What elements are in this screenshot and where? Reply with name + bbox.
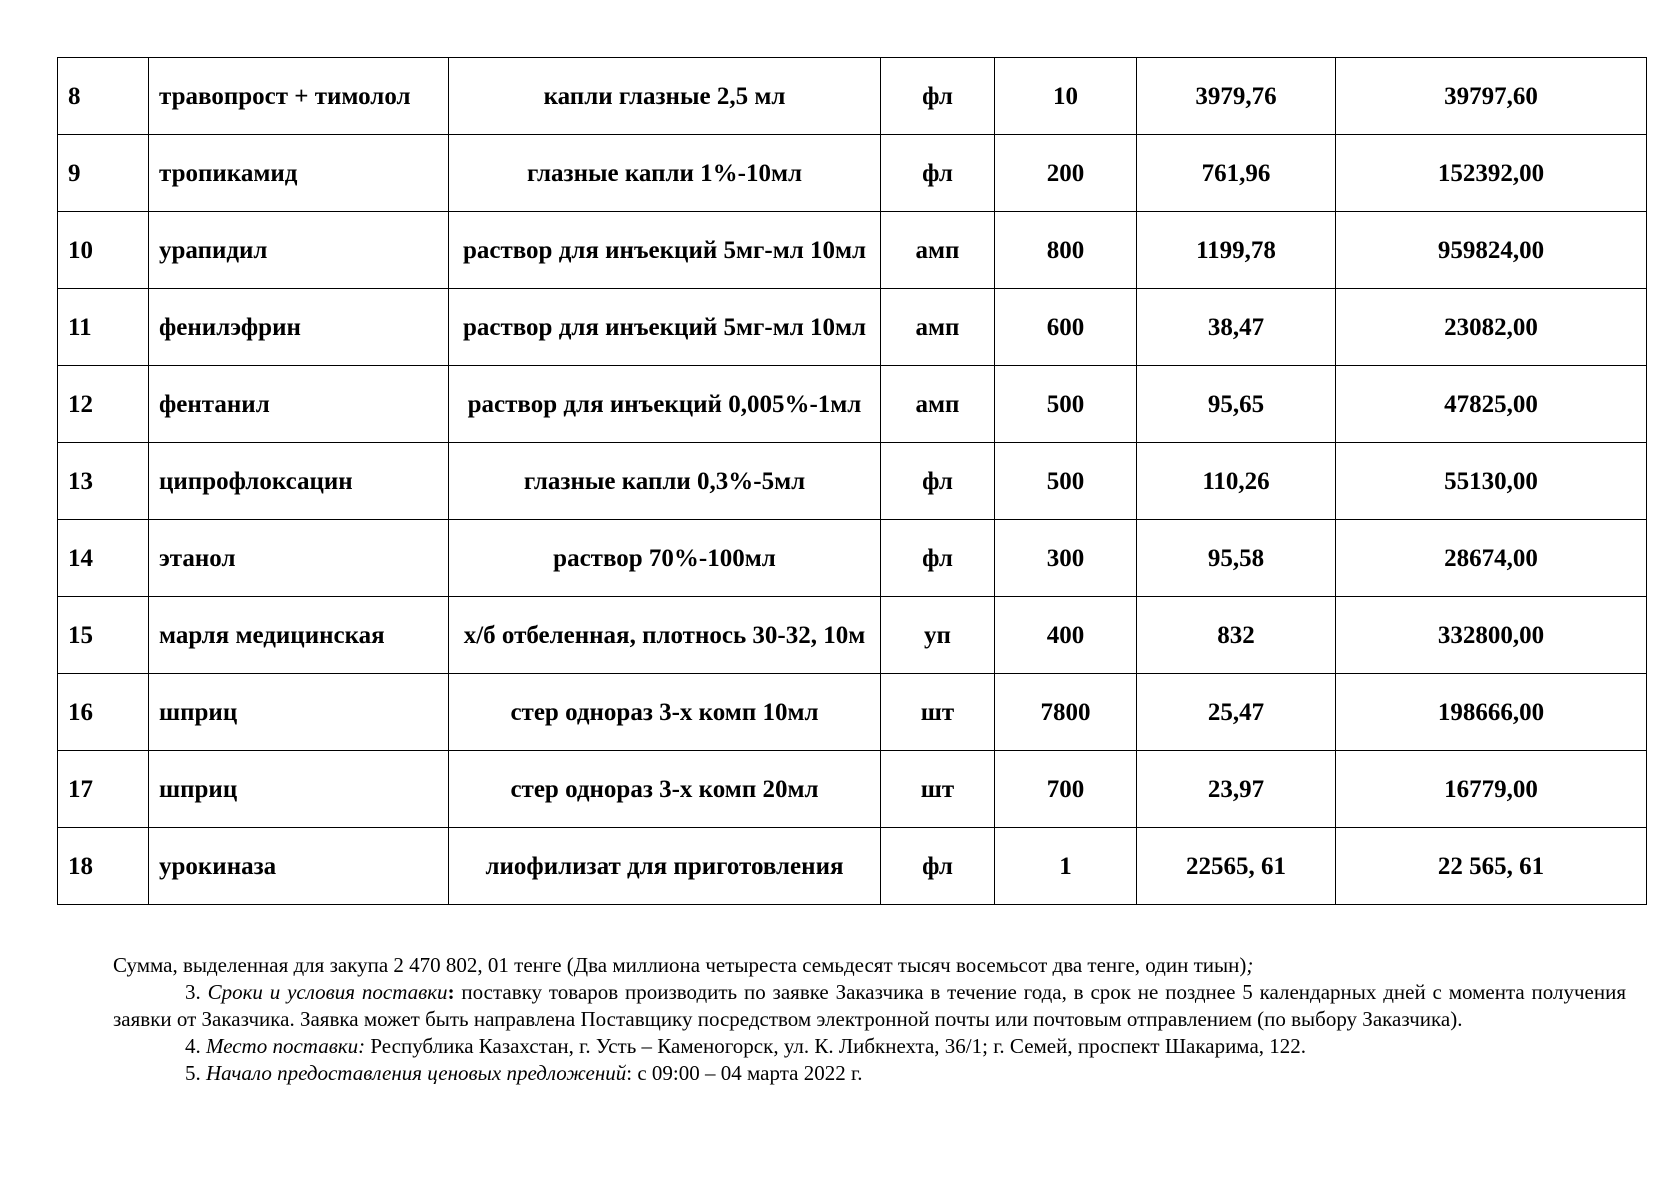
item-name: марля медицинская bbox=[149, 597, 449, 674]
budget-end: ; bbox=[1246, 953, 1254, 977]
item-quantity: 10 bbox=[995, 58, 1137, 135]
item-name: фенилэфрин bbox=[149, 289, 449, 366]
item-name: ципрофлоксацин bbox=[149, 443, 449, 520]
item-price: 1199,78 bbox=[1137, 212, 1336, 289]
table-row bbox=[58, 212, 1647, 289]
item-total: 959824,00 bbox=[1336, 212, 1647, 289]
delivery-terms-text: поставку товаров производить по заявке Заказчика в течение года, в срок не позднее 5 календарных дней с момента получения заявки от Заказчика. Заявка может быть направлена Поставщику посредством электронной почты или почтовым отправлением (по выбору Заказчика). bbox=[113, 980, 1626, 1031]
item-unit: уп bbox=[881, 597, 995, 674]
item-form: стер однораз 3-х комп 20мл bbox=[449, 751, 881, 828]
item-number: 4. bbox=[185, 1034, 206, 1058]
item-unit: амп bbox=[881, 212, 995, 289]
table-row bbox=[58, 674, 1647, 751]
item-form: глазные капли 0,3%-5мл bbox=[449, 443, 881, 520]
item-name: этанол bbox=[149, 520, 449, 597]
delivery-place-label: Место поставки: bbox=[206, 1034, 366, 1058]
item-name: урапидил bbox=[149, 212, 449, 289]
item-unit: фл bbox=[881, 58, 995, 135]
offer-start-label: Начало предоставления ценовых предложений bbox=[206, 1061, 627, 1085]
delivery-terms bbox=[113, 979, 1626, 1033]
row-number: 13 bbox=[58, 443, 149, 520]
item-form: лиофилизат для приготовления bbox=[449, 828, 881, 905]
item-price: 3979,76 bbox=[1137, 58, 1336, 135]
item-name: шприц bbox=[149, 751, 449, 828]
item-quantity: 500 bbox=[995, 443, 1137, 520]
item-total: 22 565, 61 bbox=[1336, 828, 1647, 905]
item-price: 23,97 bbox=[1137, 751, 1336, 828]
table-row bbox=[58, 520, 1647, 597]
table-row bbox=[58, 58, 1647, 135]
item-total: 152392,00 bbox=[1336, 135, 1647, 212]
row-number: 12 bbox=[58, 366, 149, 443]
item-unit: фл bbox=[881, 443, 995, 520]
item-quantity: 500 bbox=[995, 366, 1137, 443]
item-form: раствор 70%-100мл bbox=[449, 520, 881, 597]
item-price: 95,65 bbox=[1137, 366, 1336, 443]
item-name: травопрост + тимолол bbox=[149, 58, 449, 135]
item-price: 832 bbox=[1137, 597, 1336, 674]
notes-section bbox=[113, 952, 1626, 1087]
item-quantity: 700 bbox=[995, 751, 1137, 828]
item-unit: амп bbox=[881, 366, 995, 443]
offer-start bbox=[113, 1060, 1626, 1087]
item-quantity: 600 bbox=[995, 289, 1137, 366]
item-unit: амп bbox=[881, 289, 995, 366]
item-price: 761,96 bbox=[1137, 135, 1336, 212]
table-body bbox=[58, 58, 1647, 905]
row-number: 15 bbox=[58, 597, 149, 674]
item-form: раствор для инъекций 0,005%-1мл bbox=[449, 366, 881, 443]
row-number: 17 bbox=[58, 751, 149, 828]
row-number: 16 bbox=[58, 674, 149, 751]
item-name: шприц bbox=[149, 674, 449, 751]
item-total: 39797,60 bbox=[1336, 58, 1647, 135]
item-quantity: 200 bbox=[995, 135, 1137, 212]
item-unit: фл bbox=[881, 520, 995, 597]
row-number: 18 bbox=[58, 828, 149, 905]
item-name: фентанил bbox=[149, 366, 449, 443]
row-number: 8 bbox=[58, 58, 149, 135]
item-number: 5. bbox=[185, 1061, 206, 1085]
item-quantity: 7800 bbox=[995, 674, 1137, 751]
item-form: глазные капли 1%-10мл bbox=[449, 135, 881, 212]
row-number: 14 bbox=[58, 520, 149, 597]
table-row bbox=[58, 366, 1647, 443]
item-unit: шт bbox=[881, 751, 995, 828]
item-quantity: 400 bbox=[995, 597, 1137, 674]
item-form: капли глазные 2,5 мл bbox=[449, 58, 881, 135]
item-total: 28674,00 bbox=[1336, 520, 1647, 597]
item-quantity: 800 bbox=[995, 212, 1137, 289]
item-price: 110,26 bbox=[1137, 443, 1336, 520]
table-row bbox=[58, 135, 1647, 212]
item-total: 55130,00 bbox=[1336, 443, 1647, 520]
item-total: 332800,00 bbox=[1336, 597, 1647, 674]
budget-line bbox=[113, 952, 1626, 979]
row-number: 10 bbox=[58, 212, 149, 289]
item-total: 23082,00 bbox=[1336, 289, 1647, 366]
item-quantity: 1 bbox=[995, 828, 1137, 905]
item-price: 25,47 bbox=[1137, 674, 1336, 751]
item-name: урокиназа bbox=[149, 828, 449, 905]
table-row bbox=[58, 751, 1647, 828]
table-row bbox=[58, 597, 1647, 674]
row-number: 11 bbox=[58, 289, 149, 366]
delivery-terms-label: Сроки и условия поставки bbox=[207, 980, 448, 1004]
item-unit: фл bbox=[881, 828, 995, 905]
item-total: 16779,00 bbox=[1336, 751, 1647, 828]
table-row bbox=[58, 443, 1647, 520]
delivery-place-text: Республика Казахстан, г. Усть – Каменогорск, ул. К. Либкнехта, 36/1; г. Семей, проспект Шакарима, 122. bbox=[365, 1034, 1307, 1058]
item-quantity: 300 bbox=[995, 520, 1137, 597]
item-form: раствор для инъекций 5мг-мл 10мл bbox=[449, 212, 881, 289]
offer-start-text: : с 09:00 – 04 марта 2022 г. bbox=[626, 1061, 863, 1085]
table-row bbox=[58, 289, 1647, 366]
item-price: 38,47 bbox=[1137, 289, 1336, 366]
row-number: 9 bbox=[58, 135, 149, 212]
procurement-table bbox=[57, 57, 1647, 905]
item-form: стер однораз 3-х комп 10мл bbox=[449, 674, 881, 751]
table-row bbox=[58, 828, 1647, 905]
budget-text: Сумма, выделенная для закупа 2 470 802, 01 тенге (Два миллиона четыреста семьдесят тысяч восемьсот два тенге, один тиын) bbox=[113, 953, 1247, 977]
item-total: 47825,00 bbox=[1336, 366, 1647, 443]
delivery-place bbox=[113, 1033, 1626, 1060]
item-price: 95,58 bbox=[1137, 520, 1336, 597]
item-number: 3. bbox=[185, 980, 208, 1004]
delivery-terms-colon: : bbox=[447, 980, 455, 1004]
item-unit: шт bbox=[881, 674, 995, 751]
item-unit: фл bbox=[881, 135, 995, 212]
item-name: тропикамид bbox=[149, 135, 449, 212]
item-form: раствор для инъекций 5мг-мл 10мл bbox=[449, 289, 881, 366]
item-price: 22565, 61 bbox=[1137, 828, 1336, 905]
item-total: 198666,00 bbox=[1336, 674, 1647, 751]
item-form: х/б отбеленная, плотнось 30-32, 10м bbox=[449, 597, 881, 674]
